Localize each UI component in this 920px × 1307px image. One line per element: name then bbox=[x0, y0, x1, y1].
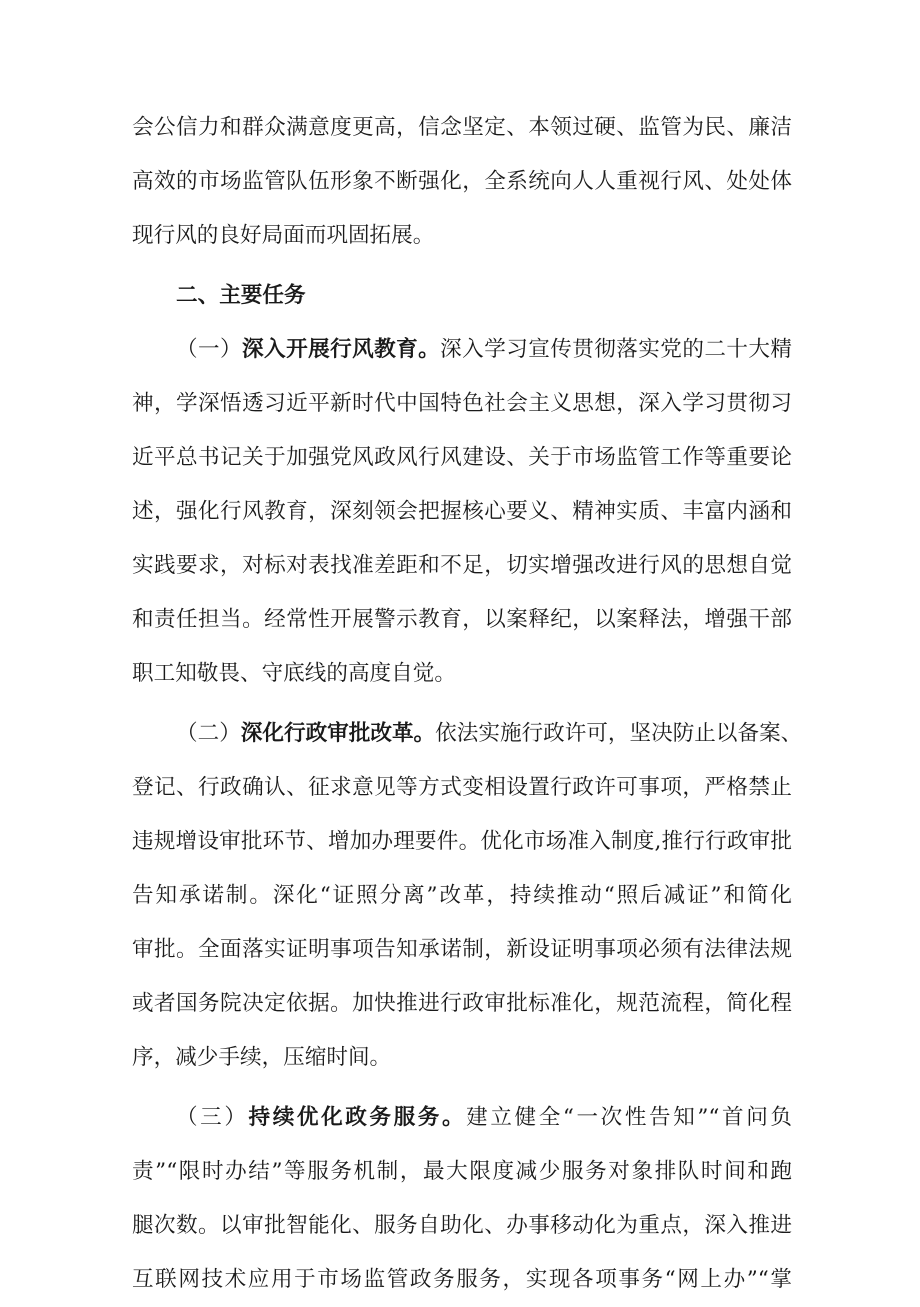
text-line: 职工知敬畏、守底线的高度自觉。 bbox=[132, 661, 456, 686]
text-line: 审批。全面落实证明事项告知承诺制，新设证明事项必须有法律法规 bbox=[132, 937, 792, 962]
text-line: 近平总书记关于加强党风政风行风建设、关于市场监管工作等重要论 bbox=[132, 445, 792, 470]
task-lead: 持续优化政务服务。 bbox=[248, 1105, 467, 1130]
intro-paragraph bbox=[132, 101, 792, 263]
text-line bbox=[132, 323, 792, 377]
task-paragraph-2 bbox=[132, 707, 803, 1085]
text-line: 责”“限时办结”等服务机制，最大限度减少服务对象排队时间和跑 bbox=[132, 1159, 792, 1184]
text-line: 和责任担当。经常性开展警示教育，以案释纪，以案释法，增强干部 bbox=[132, 607, 792, 632]
text-line: 实践要求，对标对表找准差距和不足，切实增强改进行风的思想自觉 bbox=[132, 553, 792, 578]
text-line: 登记、行政确认、征求意见等方式变相设置行政许可事项，严格禁止 bbox=[132, 775, 792, 800]
task-first-line: 深入学习宣传贯彻落实党的二十大精 bbox=[440, 337, 792, 362]
text-line: 会公信力和群众满意度更高，信念坚定、本领过硬、监管为民、廉洁 bbox=[132, 115, 792, 140]
text-line: 神，学深悟透习近平新时代中国特色社会主义思想，深入学习贯彻习 bbox=[132, 391, 792, 416]
task-prefix: （二） bbox=[176, 721, 241, 746]
text-line: 序，减少手续，压缩时间。 bbox=[132, 1045, 392, 1070]
task-first-line: 建立健全“一次性告知”“首问负 bbox=[466, 1105, 792, 1130]
text-line bbox=[132, 1091, 792, 1145]
text-line: 告知承诺制。深化“证照分离”改革，持续推动“照后减证”和简化 bbox=[132, 883, 792, 908]
text-line: 或者国务院决定依据。加快推进行政审批标准化，规范流程，简化程 bbox=[132, 991, 792, 1016]
task-paragraph-1 bbox=[132, 323, 792, 701]
text-line: 违规增设审批环节、增加办理要件。优化市场准入制度,推行行政审批 bbox=[132, 829, 792, 854]
text-line: 互联网技术应用于市场监管政务服务，实现各项事务“网上办”“掌 bbox=[132, 1267, 792, 1292]
section-heading: 二、主要任务 bbox=[176, 283, 306, 308]
text-line: 述，强化行风教育，深刻领会把握核心要义、精神实质、丰富内涵和 bbox=[132, 499, 792, 524]
task-first-line: 依法实施行政许可，坚决防止以备案、 bbox=[435, 721, 803, 746]
task-paragraph-3 bbox=[132, 1091, 792, 1307]
text-line: 腿次数。以审批智能化、服务自助化、办事移动化为重点，深入推进 bbox=[132, 1213, 792, 1238]
text-line: 现行风的良好局面而巩固拓展。 bbox=[132, 223, 435, 248]
text-line: 高效的市场监管队伍形象不断强化，全系统向人人重视行风、处处体 bbox=[132, 169, 792, 194]
task-lead: 深化行政审批改革。 bbox=[240, 721, 436, 746]
task-lead: 深入开展行风教育。 bbox=[242, 337, 441, 362]
task-prefix: （一） bbox=[176, 337, 243, 362]
text-line bbox=[132, 707, 803, 761]
document-page bbox=[132, 101, 803, 1307]
task-prefix: （三） bbox=[176, 1105, 249, 1130]
